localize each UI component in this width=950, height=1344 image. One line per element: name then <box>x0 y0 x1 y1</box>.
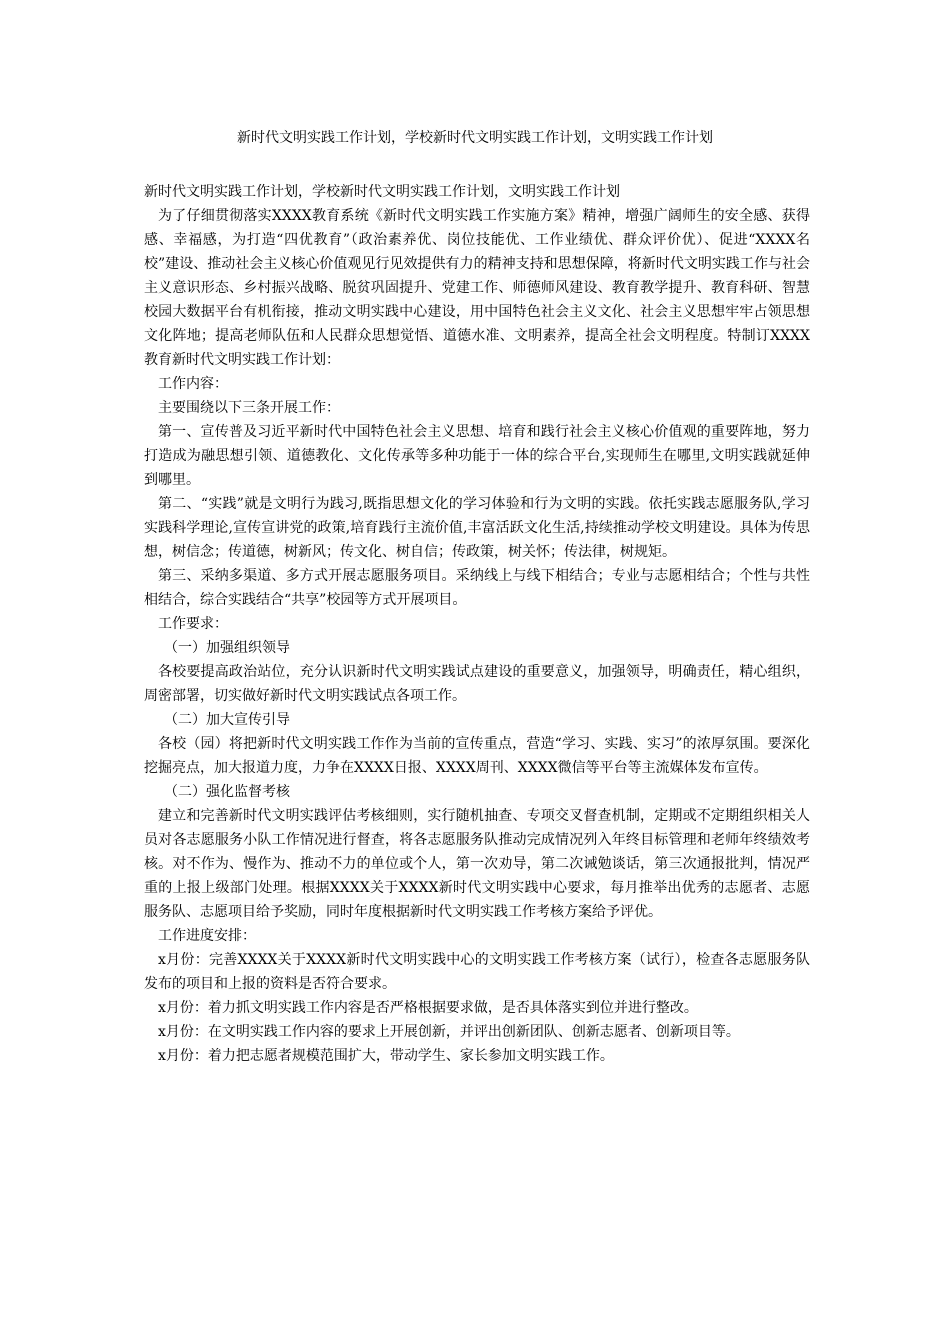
paragraph: 第一、宣传普及习近平新时代中国特色社会主义思想、培育和践行社会主义核心价值观的重要阵地，努力打造成为融思想引领、道德教化、文化传承等多种功能于一体的综合平台,实现师生在哪里,文明实践就延伸到哪里。 <box>144 424 810 488</box>
paragraph: 工作进度安排： <box>158 928 256 944</box>
document-title: 新时代文明实践工作计划，学校新时代文明实践工作计划，文明实践工作计划 <box>237 130 713 146</box>
paragraph: （二）强化监督考核 <box>164 784 290 800</box>
paragraph: 各校要提高政治站位，充分认识新时代文明实践试点建设的重要意义，加强领导，明确责任，精心组织，周密部署，切实做好新时代文明实践试点各项工作。 <box>144 664 810 704</box>
paragraph: 工作内容： <box>158 376 228 392</box>
paragraph: 工作要求： <box>158 616 228 632</box>
paragraph: x月份：完善XXXX关于XXXX新时代文明实践中心的文明实践工作考核方案（试行），检查各志愿服务队发布的项目和上报的资料是否符合要求。 <box>144 952 810 992</box>
paragraph: 建立和完善新时代文明实践评估考核细则，实行随机抽查、专项交叉督查机制，定期或不定期组织相关人员对各志愿服务小队工作情况进行督查，将各志愿服务队推动完成情况列入年终目标管理和老师年终绩效考核。对不作为、慢作为、推动不力的单位或个人，第一次劝导，第二次诫勉谈话，第三次通报批判，情况严重的上报上级部门处理。根据XXXX关于XXXX新时代文明实践中心要求，每月推举出优秀的志愿者、志愿服务队、志愿项目给予奖励，同时年度根据新时代文明实践工作考核方案给予评优。 <box>144 808 810 920</box>
paragraph: x月份：着力把志愿者规模范围扩大，带动学生、家长参加文明实践工作。 <box>158 1048 614 1064</box>
paragraph: （一）加强组织领导 <box>164 640 290 656</box>
paragraph: x月份：在文明实践工作内容的要求上开展创新，并评出创新团队、创新志愿者、创新项目等。 <box>158 1024 740 1040</box>
paragraph: 第三、采纳多渠道、多方式开展志愿服务项目。采纳线上与线下相结合；专业与志愿相结合；个性与共性相结合，综合实践结合“共享”校园等方式开展项目。 <box>144 568 810 608</box>
paragraph: 为了仔细贯彻落实XXXX教育系统《新时代文明实践工作实施方案》精神，增强广阔师生的安全感、获得感、幸福感，为打造“四优教育”（政治素养优、岗位技能优、工作业绩优、群众评价优）、促进“XXXX名校”建设、推动社会主义核心价值观见行见效提供有力的精神支持和思想保障，将新时代文明实践工作与社会主义意识形态、乡村振兴战略、脱贫巩固提升、党建工作、师德师风建设、教育教学提升、教育科研、智慧校园大数据平台有机衔接，推动文明实践中心建设，用中国特色社会主义文化、社会主义思想牢牢占领思想文化阵地；提高老师队伍和人民群众思想觉悟、道德水准、文明素养，提高全社会文明程度。特制订XXXX教育新时代文明实践工作计划： <box>144 208 810 368</box>
paragraph: （二）加大宣传引导 <box>164 712 290 728</box>
document-body <box>144 180 810 1068</box>
paragraph: 各校（园）将把新时代文明实践工作作为当前的宣传重点，营造“学习、实践、实习”的浓厚氛围。要深化挖掘亮点，加大报道力度，力争在XXXX日报、XXXX周刊、XXXX微信等平台等主流媒体发布宣传。 <box>144 736 810 776</box>
paragraph: 新时代文明实践工作计划，学校新时代文明实践工作计划，文明实践工作计划 <box>144 184 620 200</box>
paragraph: 第二、“实践”就是文明行为践习,既指思想文化的学习体验和行为文明的实践。依托实践志愿服务队,学习实践科学理论,宣传宣讲党的政策,培育践行主流价值,丰富活跃文化生活,持续推动学校文明建设。具体为传思想，树信念；传道德，树新风；传文化、树自信；传政策，树关怀；传法律，树规矩。 <box>144 496 810 560</box>
paragraph: 主要围绕以下三条开展工作： <box>158 400 340 416</box>
paragraph: x月份：着力抓文明实践工作内容是否严格根据要求做，是否具体落实到位并进行整改。 <box>158 1000 698 1016</box>
